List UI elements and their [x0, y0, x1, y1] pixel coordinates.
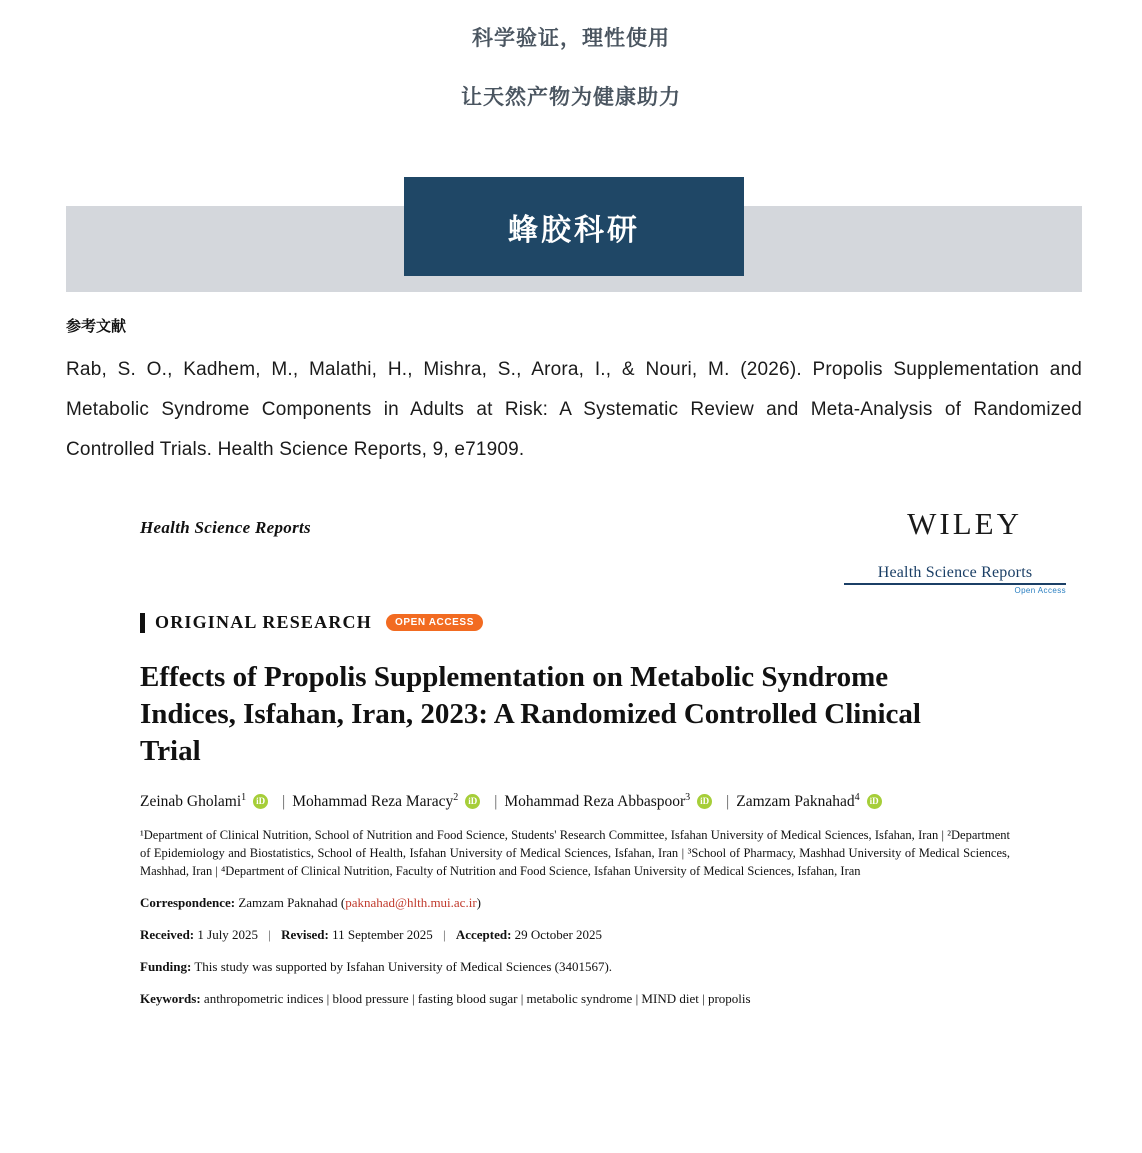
paper-header [140, 506, 1082, 596]
banner-title-box [404, 177, 744, 276]
author-separator: | [282, 792, 286, 810]
slogan-line-1: 科学验证，理性使用 [472, 27, 670, 50]
funding-line [140, 958, 1082, 976]
keywords-value: anthropometric indices | blood pressure | fasting blood sugar | metabolic syndrome | MIND diet | propolis [203, 990, 751, 1006]
accepted-label: Accepted: [455, 926, 512, 942]
dates-separator: | [442, 926, 446, 942]
reference-heading: 参考文献 [66, 318, 127, 336]
author-name: Zamzam Paknahad$^4$ [736, 792, 860, 811]
paper-scan [0, 506, 1142, 1007]
funding-label: Funding: [140, 958, 192, 974]
dates-line [140, 926, 1082, 944]
publisher-logo: WILEY [907, 506, 1022, 542]
orcid-icon[interactable]: iD [465, 794, 480, 809]
journal-logo-rule [844, 583, 1066, 585]
accepted-value: 29 October 2025 [514, 926, 603, 942]
correspondence-close: ) [476, 894, 481, 910]
received-label: Received: [140, 926, 195, 942]
author-name: Mohammad Reza Abbaspoor$^3$ [504, 792, 691, 811]
slogan-line-2: 让天然产物为健康助力 [461, 86, 681, 110]
open-access-badge: OPEN ACCESS [386, 614, 483, 631]
slogan-block [0, 0, 1142, 110]
author-name: Zeinab Gholami$^1$ [140, 792, 247, 811]
keywords-label: Keywords: [140, 990, 201, 1006]
reference-section [0, 315, 1142, 470]
article-type-bar-icon [140, 613, 145, 633]
journal-logo [844, 564, 1066, 595]
correspondence-line [140, 894, 1082, 912]
orcid-icon[interactable]: iD [867, 794, 882, 809]
author-separator: | [726, 792, 730, 810]
affiliations: ¹Department of Clinical Nutrition, School of Nutrition and Food Science, Students' Research Committee, Isfahan University of Medical Sciences, Isfahan, Iran | ²Department of Epidemiology and Biostatistics, School of Health, Isfahan University of Medical Sciences, Isfahan, Iran | ³School of Pharmacy, Mashhad University of Medical Sciences, Mashhad, Iran | ⁴Department of Clinical Nutrition, Faculty of Nutrition and Food Science, Isfahan University of Medical Sciences, Isfahan, Iran [140, 827, 1010, 878]
dates-separator: | [268, 926, 271, 942]
funding-value: This study was supported by Isfahan University of Medical Sciences (3401567). [194, 958, 613, 974]
orcid-icon[interactable]: iD [253, 794, 268, 809]
banner [0, 177, 1142, 292]
revised-value: 11 September 2025 [332, 926, 433, 942]
author-separator: | [494, 792, 498, 810]
banner-title: 蜂胶科研 [508, 213, 640, 247]
author-list [140, 792, 1082, 811]
paper-title: Effects of Propolis Supplementation on Metabolic Syndrome Indices, Isfahan, Iran, 2023: A Randomized Controlled Clinical Trial [140, 661, 921, 768]
article-type-row [140, 612, 1082, 633]
revised-label: Revised: [281, 926, 329, 942]
article-type-label: ORIGINAL RESEARCH [155, 612, 372, 633]
keywords-line [140, 990, 1082, 1008]
reference-citation: Rab, S. O., Kadhem, M., Malathi, H., Mishra, S., Arora, I., & Nouri, M. (2026). Propolis Supplementation and Metabolic Syndrome Components in Adults at Risk: A Systematic Review and Meta-Analysis of Randomized Controlled Trials. Health Science Reports, 9, e71909. [66, 359, 1082, 461]
journal-running-head: Health Science Reports [140, 518, 311, 538]
journal-logo-text: Health Science Reports [877, 564, 1033, 582]
correspondence-label: Correspondence: [140, 894, 236, 910]
received-value: 1 July 2025 [197, 926, 259, 942]
orcid-icon[interactable]: iD [697, 794, 712, 809]
journal-logo-open-access: Open Access [1014, 586, 1066, 596]
author-name: Mohammad Reza Maracy$^2$ [292, 792, 459, 811]
correspondence-value: Zamzam Paknahad ( [238, 894, 346, 910]
correspondence-email[interactable]: paknahad@hlth.mui.ac.ir [345, 894, 477, 910]
